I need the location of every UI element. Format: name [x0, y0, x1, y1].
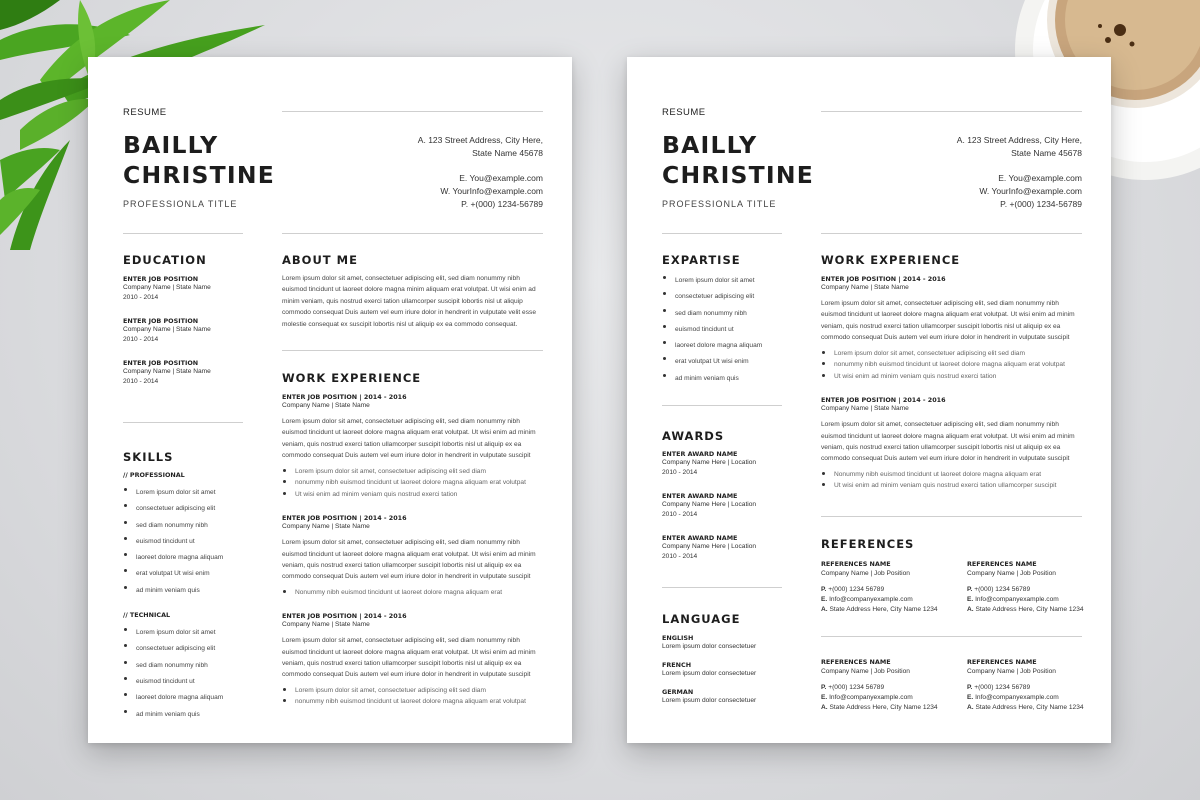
contact-web: W. YourInfo@example.com [979, 186, 1082, 196]
right-divider [282, 350, 543, 351]
professional-skills-list [123, 485, 253, 599]
language-item [662, 634, 792, 652]
list-item: Lorem ipsum dolor sit amet [123, 625, 253, 641]
skills-block [123, 471, 253, 723]
award-years: 2010 - 2014 [662, 511, 698, 518]
work-item [821, 396, 1082, 492]
award-item [662, 534, 787, 562]
reference-phone: +(000) 1234 56789 [974, 684, 1031, 691]
reference-card [821, 657, 961, 713]
language-item [662, 661, 792, 679]
reference-name: REFERENCES NAME [821, 658, 891, 666]
awards-heading: AWARDS [662, 429, 725, 443]
reference-company: Company Name | Job Position [821, 668, 910, 675]
reference-card [967, 559, 1082, 615]
reference-phone: +(000) 1234 56789 [974, 586, 1031, 593]
list-item: sed diam nonummy nibh [123, 658, 253, 674]
work-bullets [282, 685, 543, 708]
list-item: Ut wisi enim ad minim veniam quis nostrud exerci tation ullamcorper suscipit [821, 480, 1082, 492]
work-item [282, 514, 543, 598]
reference-company: Company Name | Job Position [821, 570, 910, 577]
education-list [123, 275, 243, 387]
list-item: euismod tincidunt ut [123, 534, 253, 550]
work-heading: WORK EXPERIENCE [821, 253, 961, 267]
award-item [662, 450, 787, 478]
expertise-heading: EXPARTISE [662, 253, 741, 267]
education-title: ENTER JOB POSITION [123, 359, 199, 367]
reference-email: Info@companyexample.com [975, 596, 1059, 603]
reference-card [821, 559, 961, 615]
reference-card [967, 657, 1082, 713]
contact-phone: P. +(000) 1234-56789 [461, 199, 543, 209]
work-bullets [821, 348, 1082, 383]
left-divider [662, 405, 782, 406]
technical-skills-label: // TECHNICAL [123, 611, 171, 620]
address-label: A. [967, 606, 974, 613]
award-item [662, 492, 787, 520]
work-title: ENTER JOB POSITION | 2014 - 2016 [821, 275, 946, 283]
education-company: Company Name | State Name [123, 326, 211, 333]
work-title: ENTER JOB POSITION | 2014 - 2016 [282, 514, 407, 523]
list-item: erat volutpat Ut wisi enim [662, 354, 792, 370]
email-label: E. [967, 596, 974, 603]
name-first: BAILLY [123, 131, 219, 159]
name-first: BAILLY [662, 131, 758, 159]
contact-email: E. You@example.com [459, 173, 543, 183]
left-divider [662, 587, 782, 588]
address-label: A. [967, 704, 974, 711]
list-item: consectetuer adipiscing elit [123, 641, 253, 657]
resume-label: RESUME [662, 107, 706, 118]
contact-phone: P. +(000) 1234-56789 [1000, 199, 1082, 209]
list-item: Lorem ipsum dolor sit amet [123, 485, 253, 501]
reference-company: Company Name | Job Position [967, 570, 1056, 577]
list-item: consectetuer adipiscing elit [662, 289, 792, 305]
list-item: nonummy nibh euismod tincidunt ut laoreet dolore magna aliquam erat volutpat [821, 359, 1082, 371]
work-title: ENTER JOB POSITION | 2014 - 2016 [282, 612, 407, 621]
award-title: ENTER AWARD NAME [662, 534, 738, 542]
language-name: ENGLISH [662, 634, 694, 642]
language-text: Lorem ipsum dolor consectetuer [662, 643, 757, 650]
list-item: Nonummy nibh euismod tincidunt ut laoreet dolore magna aliquam erat [821, 469, 1082, 481]
reference-company: Company Name | Job Position [967, 668, 1056, 675]
work-description: Lorem ipsum dolor sit amet, consectetuer adipiscing elit, sed diam nonummy nibh euismod tincidunt ut laoreet dolore magna aliquam erat volutpat. Ut wisi enim ad minim veniam, quis nostrud exerci tation ullamcorper suscipit lobortis nisl ut aliquip ex ea commodo consequat Duis autem vel eum iriure dolor in hendrerit in vulputate suscipit [821, 300, 1075, 342]
work-company: Company Name | State Name [282, 402, 370, 409]
education-item [123, 359, 243, 387]
work-bullets [821, 469, 1082, 492]
address-label: A. [821, 704, 828, 711]
awards-list [662, 450, 787, 562]
reference-address: State Address Here, City Name 1234 [829, 704, 938, 711]
list-item: erat volutpat Ut wisi enim [123, 566, 253, 582]
resume-page-2 [627, 57, 1111, 743]
header-divider [821, 111, 1082, 112]
work-title: ENTER JOB POSITION | 2014 - 2016 [821, 396, 946, 405]
list-item: Ut wisi enim ad minim veniam quis nostrud exerci tation [821, 371, 1082, 383]
language-heading: LANGUAGE [662, 612, 741, 626]
email-label: E. [821, 596, 828, 603]
email-label: E. [821, 694, 828, 701]
language-text: Lorem ipsum dolor consectetuer [662, 670, 757, 677]
award-company: Company Name Here | Location [662, 543, 757, 550]
list-item: consectetuer adipiscing elit [123, 501, 253, 517]
work-bullets [282, 587, 543, 599]
education-company: Company Name | State Name [123, 284, 211, 291]
email-label: E. [967, 694, 974, 701]
professional-skills-label: // PROFESSIONAL [123, 471, 185, 479]
name-last: CHRISTINE [662, 161, 814, 189]
education-title: ENTER JOB POSITION [123, 317, 199, 325]
contact-address: A. 123 Street Address, City Here, [417, 135, 543, 145]
education-years: 2010 - 2014 [123, 336, 159, 343]
reference-email: Info@companyexample.com [829, 596, 913, 603]
education-years: 2010 - 2014 [123, 294, 159, 301]
award-title: ENTER AWARD NAME [662, 450, 738, 458]
list-item: laoreet dolore magna aliquam [123, 690, 253, 706]
list-item: euismod tincidunt ut [662, 322, 792, 338]
skills-heading: SKILLS [123, 450, 174, 464]
phone-label: P. [821, 684, 827, 691]
reference-address: State Address Here, City Name 1234 [975, 606, 1084, 613]
right-divider [821, 233, 1082, 234]
list-item: laoreet dolore magna aliquam [123, 550, 253, 566]
reference-address: State Address Here, City Name 1234 [975, 704, 1084, 711]
award-years: 2010 - 2014 [662, 553, 698, 560]
list-item: sed diam nonummy nibh [123, 518, 253, 534]
work-company: Company Name | State Name [821, 284, 909, 291]
list-item: Ut wisi enim ad minim veniam quis nostrud exerci tation [282, 489, 543, 501]
left-divider [123, 233, 243, 234]
list-item: ad minim veniam quis [123, 583, 253, 599]
left-divider [123, 422, 243, 423]
reference-phone: +(000) 1234 56789 [828, 684, 885, 691]
resume-label: RESUME [123, 107, 167, 118]
list-item: Lorem ipsum dolor sit amet [662, 273, 792, 289]
award-title: ENTER AWARD NAME [662, 492, 738, 500]
work-list [821, 275, 1082, 492]
language-name: GERMAN [662, 688, 694, 696]
list-item: sed diam nonummy nibh [662, 306, 792, 322]
right-divider [821, 636, 1082, 637]
full-name [662, 130, 814, 190]
header-divider [282, 111, 543, 112]
contact-email: E. You@example.com [998, 173, 1082, 183]
work-title: ENTER JOB POSITION | 2014 - 2016 [282, 393, 407, 401]
contact-address-2: State Name 45678 [1011, 148, 1082, 158]
work-bullets [282, 466, 543, 501]
references-heading: REFERENCES [821, 537, 915, 551]
about-heading: ABOUT ME [282, 253, 358, 267]
education-heading: EDUCATION [123, 253, 207, 267]
list-item: euismod tincidunt ut [123, 674, 253, 690]
list-item: Nonummy nibh euismod tincidunt ut laoreet dolore magna aliquam erat [282, 587, 543, 599]
list-item: Lorem ipsum dolor sit amet, consectetuer adipiscing elit sed diam [821, 348, 1082, 360]
work-description: Lorem ipsum dolor sit amet, consectetuer adipiscing elit, sed diam nonummy nibh euismod tincidunt ut laoreet dolore magna aliquam erat volutpat. Ut wisi enim ad minim veniam, quis nostrud exerci tation ullamcorper suscipit lobortis nisl ut aliquip ex ea commodo consequat Duis autem vel eum iriure dolor in hendrerit in vulputate suscipit [821, 421, 1075, 463]
list-item: Lorem ipsum dolor sit amet, consectetuer adipiscing elit sed diam [282, 466, 543, 478]
language-item [662, 688, 792, 706]
contact-block [957, 134, 1082, 211]
contact-address: A. 123 Street Address, City Here, [956, 135, 1082, 145]
education-item [123, 317, 243, 345]
phone-label: P. [967, 684, 973, 691]
reference-phone: +(000) 1234 56789 [828, 586, 885, 593]
work-company: Company Name | State Name [282, 523, 370, 531]
right-divider [821, 516, 1082, 517]
language-list [662, 634, 792, 706]
education-item [123, 275, 243, 303]
list-item: Lorem ipsum dolor sit amet, consectetuer adipiscing elit sed diam [282, 685, 543, 697]
work-list [282, 393, 543, 708]
address-label: A. [821, 606, 828, 613]
work-description: Lorem ipsum dolor sit amet, consectetuer adipiscing elit, sed diam nonummy nibh euismod tincidunt ut laoreet dolore magna aliquam erat volutpat. Ut wisi enim ad minim veniam, quis nostrud exerci tation ullamcorper suscipit lobortis nisl ut aliquip ex ea commodo consequat Duis autem vel eum iriure dolor in hendrerit in vulputate suscipit [282, 637, 536, 679]
left-divider [662, 233, 782, 234]
award-company: Company Name Here | Location [662, 459, 757, 466]
phone-label: P. [821, 586, 827, 593]
work-description: Lorem ipsum dolor sit amet, consectetuer adipiscing elit, sed diam nonummy nibh euismod tincidunt ut laoreet dolore magna aliquam erat volutpat. Ut wisi enim ad minim veniam, quis nostrud exerci tation ullamcorper suscipit lobortis nisl ut aliquip ex ea commodo consequat Duis autem vel eum iriure dolor in hendrerit in vulputate suscipit [282, 539, 536, 581]
work-company: Company Name | State Name [282, 621, 370, 629]
language-text: Lorem ipsum dolor consectetuer [662, 697, 757, 704]
reference-email: Info@companyexample.com [975, 694, 1059, 701]
work-item [282, 393, 543, 500]
reference-name: REFERENCES NAME [967, 658, 1037, 666]
name-last: CHRISTINE [123, 161, 275, 189]
right-divider [282, 233, 543, 234]
education-title: ENTER JOB POSITION [123, 275, 199, 283]
full-name [123, 130, 275, 190]
professional-title: PROFESSIONLA TITLE [123, 199, 238, 209]
list-item: ad minim veniam quis [662, 371, 792, 387]
work-item [821, 275, 1082, 382]
award-company: Company Name Here | Location [662, 501, 757, 508]
contact-block [418, 134, 543, 211]
resume-page-1 [88, 57, 572, 743]
work-company: Company Name | State Name [821, 405, 909, 413]
reference-name: REFERENCES NAME [821, 560, 891, 568]
list-item: nonummy nibh euismod tincidunt ut laoreet dolore magna aliquam erat volutpat [282, 477, 543, 489]
professional-title: PROFESSIONLA TITLE [662, 199, 777, 209]
list-item: ad minim veniam quis [123, 707, 253, 723]
work-description: Lorem ipsum dolor sit amet, consectetuer adipiscing elit, sed diam nonummy nibh euismod tincidunt ut laoreet dolore magna aliquam erat volutpat. Ut wisi enim ad minim veniam, quis nostrud exerci tation ullamcorper suscipit lobortis nisl ut aliquip ex ea commodo consequat Duis autem vel eum iriure dolor in hendrerit in vulputate suscipit [282, 418, 536, 460]
expertise-list [662, 273, 792, 387]
contact-web: W. YourInfo@example.com [440, 186, 543, 196]
list-item: laoreet dolore magna aliquam [662, 338, 792, 354]
reference-email: Info@companyexample.com [829, 694, 913, 701]
work-heading: WORK EXPERIENCE [282, 371, 422, 385]
education-company: Company Name | State Name [123, 368, 211, 375]
language-name: FRENCH [662, 661, 692, 669]
reference-name: REFERENCES NAME [967, 560, 1037, 568]
technical-skills-list [123, 625, 253, 723]
list-item: nonummy nibh euismod tincidunt ut laoreet dolore magna aliquam erat volutpat [282, 696, 543, 708]
reference-address: State Address Here, City Name 1234 [829, 606, 938, 613]
education-years: 2010 - 2014 [123, 378, 159, 385]
about-text: Lorem ipsum dolor sit amet, consectetuer adipiscing elit, sed diam nonummy nibh euismod tincidunt ut laoreet dolore magna minim aliquam erat volutpat. Ut wisi enim ad minim veniam, quis nostrud exerci tation ullamcorper suscipit lobortis nisl ut aliquip commodo consequat Duis autem vel eum iriure dolor in hendrerit in vulputate velit esse molestie consequat ex suscipit lobortis nisl ut aliquip ex ea commodo consequat. [282, 275, 536, 328]
contact-address-2: State Name 45678 [472, 148, 543, 158]
phone-label: P. [967, 586, 973, 593]
award-years: 2010 - 2014 [662, 469, 698, 476]
work-item [282, 612, 543, 708]
